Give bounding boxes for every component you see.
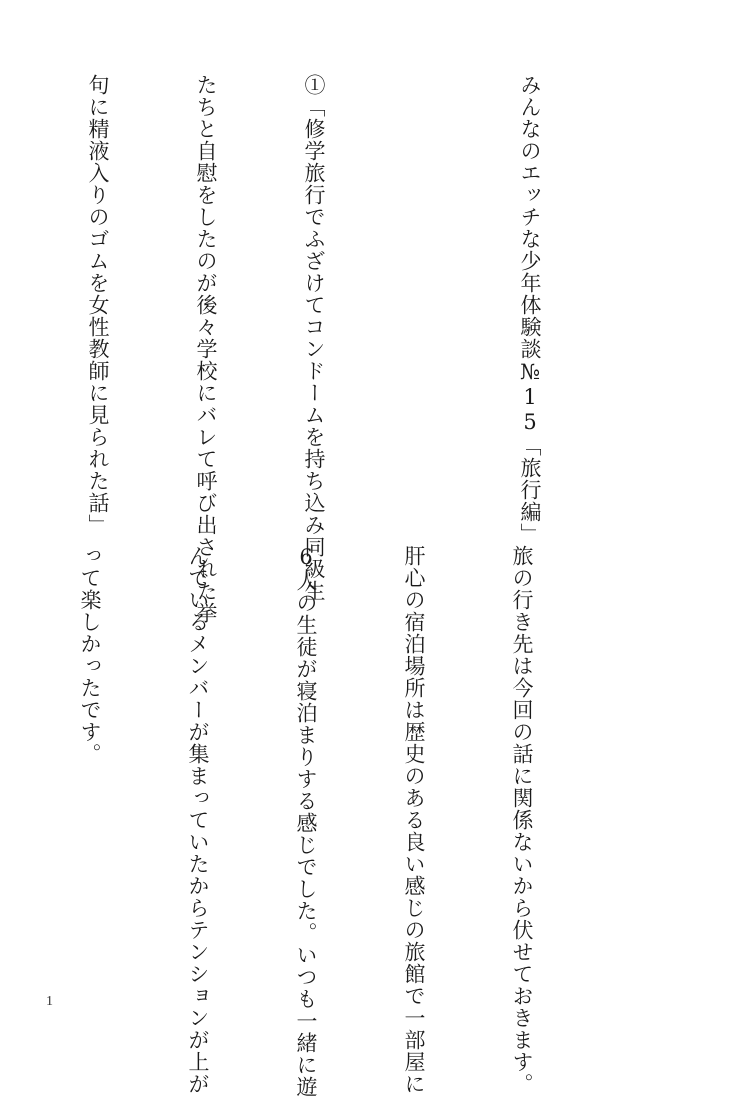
body-line: んでいるメンバーが集まっていたからテンションが上が xyxy=(186,545,210,1095)
body-line: 肝心の宿泊場所は歴史のある良い感じの旅館で一部屋に xyxy=(402,545,426,1095)
upper-text-block xyxy=(0,74,620,624)
body-line: 6人の生徒が寝泊まりする感じでした。いつも一緒に遊 xyxy=(294,545,318,1098)
story-subtitle-line: ①「修学旅行でふざけてコンドームを持ち込み同級生 xyxy=(302,74,326,602)
story-title: みんなのエッチな少年体験談№15「旅行編」 xyxy=(518,74,542,545)
lower-text-block xyxy=(0,545,612,1098)
story-subtitle-line: たちと自慰をしたのが後々学校にバレて呼び出された挙 xyxy=(194,74,218,624)
body-line: 旅の行き先は今回の話に関係ないから伏せておきます。 xyxy=(510,545,534,1095)
spacer xyxy=(404,74,440,504)
page-number: 1 xyxy=(46,994,53,1009)
body-line: って楽しかったです。 xyxy=(78,545,102,765)
story-subtitle-line: 句に精液入りのゴムを女性教師に見られた話」 xyxy=(86,74,110,536)
spacer xyxy=(0,74,8,504)
